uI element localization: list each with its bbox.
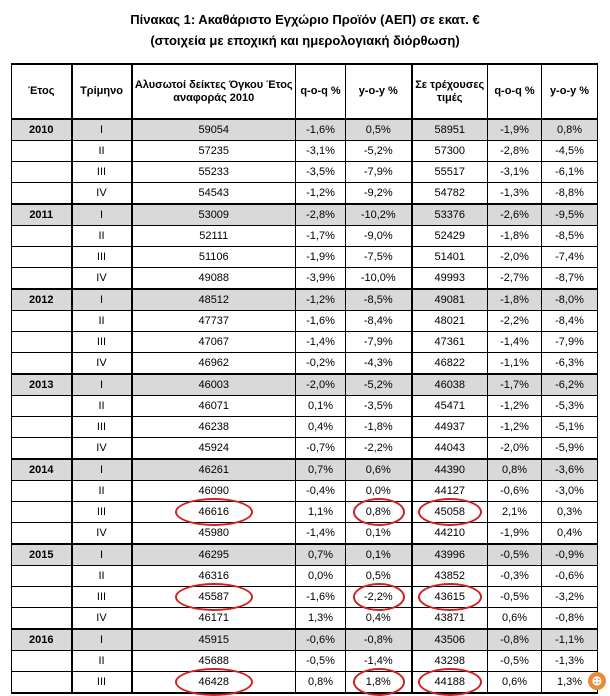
quarter-cell: III	[72, 417, 132, 438]
quarter-cell: IV	[72, 438, 132, 460]
yoy-volume-cell: 0,6%	[346, 459, 412, 481]
qoq-current-cell: -1,2%	[488, 396, 542, 417]
table-row	[12, 332, 598, 353]
table-row	[12, 353, 598, 375]
quarter-cell: III	[72, 587, 132, 608]
yoy-volume-cell: -7,9%	[346, 162, 412, 183]
scroll-top-icon: ⊕	[591, 673, 603, 688]
quarter-cell: I	[72, 374, 132, 396]
qoq-volume-cell: -3,1%	[296, 141, 346, 162]
yoy-current-cell: -5,9%	[542, 438, 598, 460]
qoq-volume-cell: -2,0%	[296, 374, 346, 396]
year-cell: 2012	[12, 289, 72, 311]
year-cell: 2013	[12, 374, 72, 396]
volume-cell: 48512	[132, 289, 296, 311]
volume-cell: 45924	[132, 438, 296, 460]
qoq-volume-cell: -1,2%	[296, 183, 346, 205]
table-row	[12, 587, 598, 608]
current-prices-cell: 54782	[412, 183, 488, 205]
yoy-volume-cell: -9,2%	[346, 183, 412, 205]
table-row	[12, 651, 598, 672]
yoy-current-cell: -6,2%	[542, 374, 598, 396]
table-row	[12, 523, 598, 545]
qoq-current-cell: -0,5%	[488, 544, 542, 566]
qoq-current-cell: -1,3%	[488, 183, 542, 205]
table-row	[12, 672, 598, 694]
yoy-volume-cell: -1,8%	[346, 417, 412, 438]
qoq-current-cell: -1,9%	[488, 523, 542, 545]
volume-cell: 46428	[132, 672, 296, 694]
current-prices-cell: 44937	[412, 417, 488, 438]
yoy-current-cell: -5,1%	[542, 417, 598, 438]
qoq-volume-cell: -0,7%	[296, 438, 346, 460]
yoy-current-cell: -3,0%	[542, 481, 598, 502]
year-cell	[12, 396, 72, 417]
current-prices-cell: 44210	[412, 523, 488, 545]
current-prices-cell: 44188	[412, 672, 488, 694]
yoy-current-cell: -7,4%	[542, 247, 598, 268]
quarter-cell: III	[72, 332, 132, 353]
year-cell	[12, 226, 72, 247]
qoq-current-cell: -2,0%	[488, 438, 542, 460]
yoy-volume-cell: 0,5%	[346, 119, 412, 141]
current-prices-cell: 49993	[412, 268, 488, 290]
volume-cell: 46616	[132, 502, 296, 523]
year-cell	[12, 566, 72, 587]
yoy-current-cell: -8,5%	[542, 226, 598, 247]
table-row	[12, 162, 598, 183]
yoy-current-cell: 0,3%	[542, 502, 598, 523]
year-cell	[12, 502, 72, 523]
qoq-volume-cell: -0,2%	[296, 353, 346, 375]
volume-cell: 54543	[132, 183, 296, 205]
volume-cell: 45587	[132, 587, 296, 608]
yoy-volume-cell: 0,8%	[346, 502, 412, 523]
qoq-current-cell: -1,8%	[488, 226, 542, 247]
qoq-current-cell: -0,6%	[488, 481, 542, 502]
table-row	[12, 247, 598, 268]
qoq-current-cell: -2,7%	[488, 268, 542, 290]
current-prices-cell: 43996	[412, 544, 488, 566]
volume-cell: 47737	[132, 311, 296, 332]
yoy-volume-cell: -10,2%	[346, 204, 412, 226]
table-row	[12, 608, 598, 630]
table-row	[12, 459, 598, 481]
header-yoy-current: y-o-y %	[542, 64, 598, 119]
current-prices-cell: 51401	[412, 247, 488, 268]
yoy-volume-cell: 1,8%	[346, 672, 412, 694]
year-cell	[12, 162, 72, 183]
yoy-volume-cell: -1,4%	[346, 651, 412, 672]
yoy-current-cell: -0,8%	[542, 608, 598, 630]
volume-cell: 46071	[132, 396, 296, 417]
table-row	[12, 204, 598, 226]
table-row	[12, 141, 598, 162]
year-cell	[12, 268, 72, 290]
volume-cell: 46238	[132, 417, 296, 438]
qoq-current-cell: -2,6%	[488, 204, 542, 226]
table-row	[12, 566, 598, 587]
header-year: Έτος	[12, 64, 72, 119]
yoy-current-cell: -3,6%	[542, 459, 598, 481]
volume-cell: 46003	[132, 374, 296, 396]
yoy-volume-cell: -8,4%	[346, 311, 412, 332]
yoy-volume-cell: -0,8%	[346, 629, 412, 651]
qoq-current-cell: -1,8%	[488, 289, 542, 311]
table-row	[12, 438, 598, 460]
qoq-volume-cell: -1,4%	[296, 523, 346, 545]
yoy-volume-cell: -2,2%	[346, 587, 412, 608]
qoq-volume-cell: 1,3%	[296, 608, 346, 630]
volume-cell: 51106	[132, 247, 296, 268]
yoy-current-cell: -8,0%	[542, 289, 598, 311]
quarter-cell: II	[72, 311, 132, 332]
qoq-current-cell: -1,7%	[488, 374, 542, 396]
qoq-current-cell: -1,9%	[488, 119, 542, 141]
qoq-volume-cell: 0,0%	[296, 566, 346, 587]
header-volume: Αλυσωτοί δείκτες Όγκου Έτος αναφοράς 2010	[132, 64, 296, 119]
current-prices-cell: 46038	[412, 374, 488, 396]
volume-cell: 46090	[132, 481, 296, 502]
yoy-current-cell: 0,4%	[542, 523, 598, 545]
year-cell	[12, 311, 72, 332]
yoy-volume-cell: -9,0%	[346, 226, 412, 247]
table-row	[12, 544, 598, 566]
current-prices-cell: 47361	[412, 332, 488, 353]
year-cell	[12, 247, 72, 268]
year-cell	[12, 183, 72, 205]
year-cell: 2016	[12, 629, 72, 651]
quarter-cell: III	[72, 162, 132, 183]
yoy-volume-cell: -2,2%	[346, 438, 412, 460]
qoq-current-cell: -2,8%	[488, 141, 542, 162]
year-cell: 2010	[12, 119, 72, 141]
yoy-current-cell: -9,5%	[542, 204, 598, 226]
table-row	[12, 119, 598, 141]
current-prices-cell: 48021	[412, 311, 488, 332]
yoy-volume-cell: 0,1%	[346, 544, 412, 566]
year-cell	[12, 608, 72, 630]
quarter-cell: II	[72, 396, 132, 417]
qoq-volume-cell: -1,6%	[296, 119, 346, 141]
volume-cell: 57235	[132, 141, 296, 162]
gdp-table	[11, 63, 598, 694]
qoq-volume-cell: -3,5%	[296, 162, 346, 183]
header-quarter: Τρίμηνο	[72, 64, 132, 119]
qoq-current-cell: 0,8%	[488, 459, 542, 481]
qoq-current-cell: 0,6%	[488, 608, 542, 630]
yoy-volume-cell: 0,1%	[346, 523, 412, 545]
current-prices-cell: 55517	[412, 162, 488, 183]
quarter-cell: II	[72, 651, 132, 672]
qoq-current-cell: 2,1%	[488, 502, 542, 523]
yoy-volume-cell: -5,2%	[346, 141, 412, 162]
volume-cell: 45980	[132, 523, 296, 545]
current-prices-cell: 43852	[412, 566, 488, 587]
quarter-cell: I	[72, 119, 132, 141]
qoq-current-cell: -0,5%	[488, 651, 542, 672]
table-row	[12, 629, 598, 651]
yoy-volume-cell: -10,0%	[346, 268, 412, 290]
table-row	[12, 289, 598, 311]
volume-cell: 46261	[132, 459, 296, 481]
yoy-volume-cell: -5,2%	[346, 374, 412, 396]
qoq-volume-cell: -0,6%	[296, 629, 346, 651]
table-title: Πίνακας 1: Ακαθάριστο Εγχώριο Προϊόν (ΑΕΠ) σε εκατ. €	[130, 12, 480, 27]
year-cell	[12, 353, 72, 375]
qoq-volume-cell: 0,1%	[296, 396, 346, 417]
yoy-current-cell: 0,8%	[542, 119, 598, 141]
quarter-cell: IV	[72, 608, 132, 630]
year-cell: 2011	[12, 204, 72, 226]
quarter-cell: II	[72, 481, 132, 502]
table-row	[12, 374, 598, 396]
yoy-volume-cell: -4,3%	[346, 353, 412, 375]
quarter-cell: III	[72, 672, 132, 694]
qoq-volume-cell: 0,7%	[296, 459, 346, 481]
current-prices-cell: 45058	[412, 502, 488, 523]
volume-cell: 47067	[132, 332, 296, 353]
yoy-current-cell: -1,3%	[542, 651, 598, 672]
yoy-current-cell: -0,6%	[542, 566, 598, 587]
quarter-cell: I	[72, 459, 132, 481]
yoy-current-cell: -1,1%	[542, 629, 598, 651]
qoq-current-cell: -1,1%	[488, 353, 542, 375]
qoq-volume-cell: -1,6%	[296, 311, 346, 332]
header-yoy-volume: y-o-y %	[346, 64, 412, 119]
quarter-cell: I	[72, 289, 132, 311]
qoq-volume-cell: -0,4%	[296, 481, 346, 502]
qoq-volume-cell: -3,9%	[296, 268, 346, 290]
qoq-current-cell: -2,2%	[488, 311, 542, 332]
current-prices-cell: 44127	[412, 481, 488, 502]
yoy-current-cell: 1,3%	[542, 672, 598, 694]
volume-cell: 46316	[132, 566, 296, 587]
yoy-volume-cell: 0,4%	[346, 608, 412, 630]
qoq-current-cell: -1,2%	[488, 417, 542, 438]
current-prices-cell: 53376	[412, 204, 488, 226]
table-row	[12, 183, 598, 205]
volume-cell: 46962	[132, 353, 296, 375]
current-prices-cell: 43615	[412, 587, 488, 608]
current-prices-cell: 58951	[412, 119, 488, 141]
quarter-cell: I	[72, 629, 132, 651]
current-prices-cell: 45471	[412, 396, 488, 417]
table-row	[12, 226, 598, 247]
yoy-volume-cell: -7,9%	[346, 332, 412, 353]
year-cell	[12, 438, 72, 460]
qoq-current-cell: -0,3%	[488, 566, 542, 587]
yoy-current-cell: -6,3%	[542, 353, 598, 375]
qoq-volume-cell: 1,1%	[296, 502, 346, 523]
year-cell	[12, 417, 72, 438]
volume-cell: 59054	[132, 119, 296, 141]
yoy-current-cell: -8,7%	[542, 268, 598, 290]
volume-cell: 46295	[132, 544, 296, 566]
volume-cell: 46171	[132, 608, 296, 630]
year-cell	[12, 587, 72, 608]
volume-cell: 49088	[132, 268, 296, 290]
year-cell	[12, 481, 72, 502]
table-row	[12, 311, 598, 332]
volume-cell: 53009	[132, 204, 296, 226]
current-prices-cell: 43506	[412, 629, 488, 651]
year-cell: 2014	[12, 459, 72, 481]
header-row	[12, 64, 598, 119]
table-row	[12, 268, 598, 290]
yoy-volume-cell: -8,5%	[346, 289, 412, 311]
yoy-current-cell: -8,4%	[542, 311, 598, 332]
year-cell	[12, 332, 72, 353]
qoq-volume-cell: -0,5%	[296, 651, 346, 672]
scroll-top-button[interactable]	[588, 672, 606, 690]
current-prices-cell: 46822	[412, 353, 488, 375]
year-cell	[12, 523, 72, 545]
yoy-volume-cell: -3,5%	[346, 396, 412, 417]
quarter-cell: II	[72, 226, 132, 247]
table-row	[12, 396, 598, 417]
qoq-volume-cell: 0,4%	[296, 417, 346, 438]
quarter-cell: I	[72, 204, 132, 226]
quarter-cell: II	[72, 566, 132, 587]
yoy-volume-cell: 0,5%	[346, 566, 412, 587]
yoy-current-cell: -7,9%	[542, 332, 598, 353]
qoq-current-cell: -1,4%	[488, 332, 542, 353]
table-row	[12, 481, 598, 502]
yoy-volume-cell: 0,0%	[346, 481, 412, 502]
header-current-prices: Σε τρέχουσες τιμές	[412, 64, 488, 119]
qoq-current-cell: -0,5%	[488, 587, 542, 608]
quarter-cell: I	[72, 544, 132, 566]
volume-cell: 52111	[132, 226, 296, 247]
qoq-current-cell: -0,8%	[488, 629, 542, 651]
table-row	[12, 417, 598, 438]
yoy-volume-cell: -7,5%	[346, 247, 412, 268]
qoq-current-cell: -3,1%	[488, 162, 542, 183]
quarter-cell: IV	[72, 353, 132, 375]
year-cell	[12, 672, 72, 694]
qoq-volume-cell: -1,7%	[296, 226, 346, 247]
qoq-current-cell: -2,0%	[488, 247, 542, 268]
quarter-cell: III	[72, 247, 132, 268]
qoq-volume-cell: 0,7%	[296, 544, 346, 566]
qoq-volume-cell: -1,2%	[296, 289, 346, 311]
yoy-current-cell: -8,8%	[542, 183, 598, 205]
header-qoq-current: q-o-q %	[488, 64, 542, 119]
yoy-current-cell: -0,9%	[542, 544, 598, 566]
qoq-volume-cell: -1,9%	[296, 247, 346, 268]
current-prices-cell: 44043	[412, 438, 488, 460]
quarter-cell: IV	[72, 268, 132, 290]
qoq-volume-cell: -1,4%	[296, 332, 346, 353]
volume-cell: 45688	[132, 651, 296, 672]
current-prices-cell: 43871	[412, 608, 488, 630]
yoy-current-cell: -5,3%	[542, 396, 598, 417]
volume-cell: 45915	[132, 629, 296, 651]
quarter-cell: II	[72, 141, 132, 162]
qoq-current-cell: 0,6%	[488, 672, 542, 694]
year-cell: 2015	[12, 544, 72, 566]
volume-cell: 55233	[132, 162, 296, 183]
current-prices-cell: 52429	[412, 226, 488, 247]
table-row	[12, 502, 598, 523]
qoq-volume-cell: -1,6%	[296, 587, 346, 608]
yoy-current-cell: -3,2%	[542, 587, 598, 608]
current-prices-cell: 44390	[412, 459, 488, 481]
yoy-current-cell: -6,1%	[542, 162, 598, 183]
qoq-volume-cell: -2,8%	[296, 204, 346, 226]
current-prices-cell: 49081	[412, 289, 488, 311]
qoq-volume-cell: 0,8%	[296, 672, 346, 694]
current-prices-cell: 57300	[412, 141, 488, 162]
year-cell	[12, 651, 72, 672]
header-qoq-volume: q-o-q %	[296, 64, 346, 119]
year-cell	[12, 141, 72, 162]
yoy-current-cell: -4,5%	[542, 141, 598, 162]
quarter-cell: III	[72, 502, 132, 523]
table-subtitle: (στοιχεία με εποχική και ημερολογιακή διόρθωση)	[150, 33, 460, 48]
quarter-cell: IV	[72, 523, 132, 545]
quarter-cell: IV	[72, 183, 132, 205]
current-prices-cell: 43298	[412, 651, 488, 672]
